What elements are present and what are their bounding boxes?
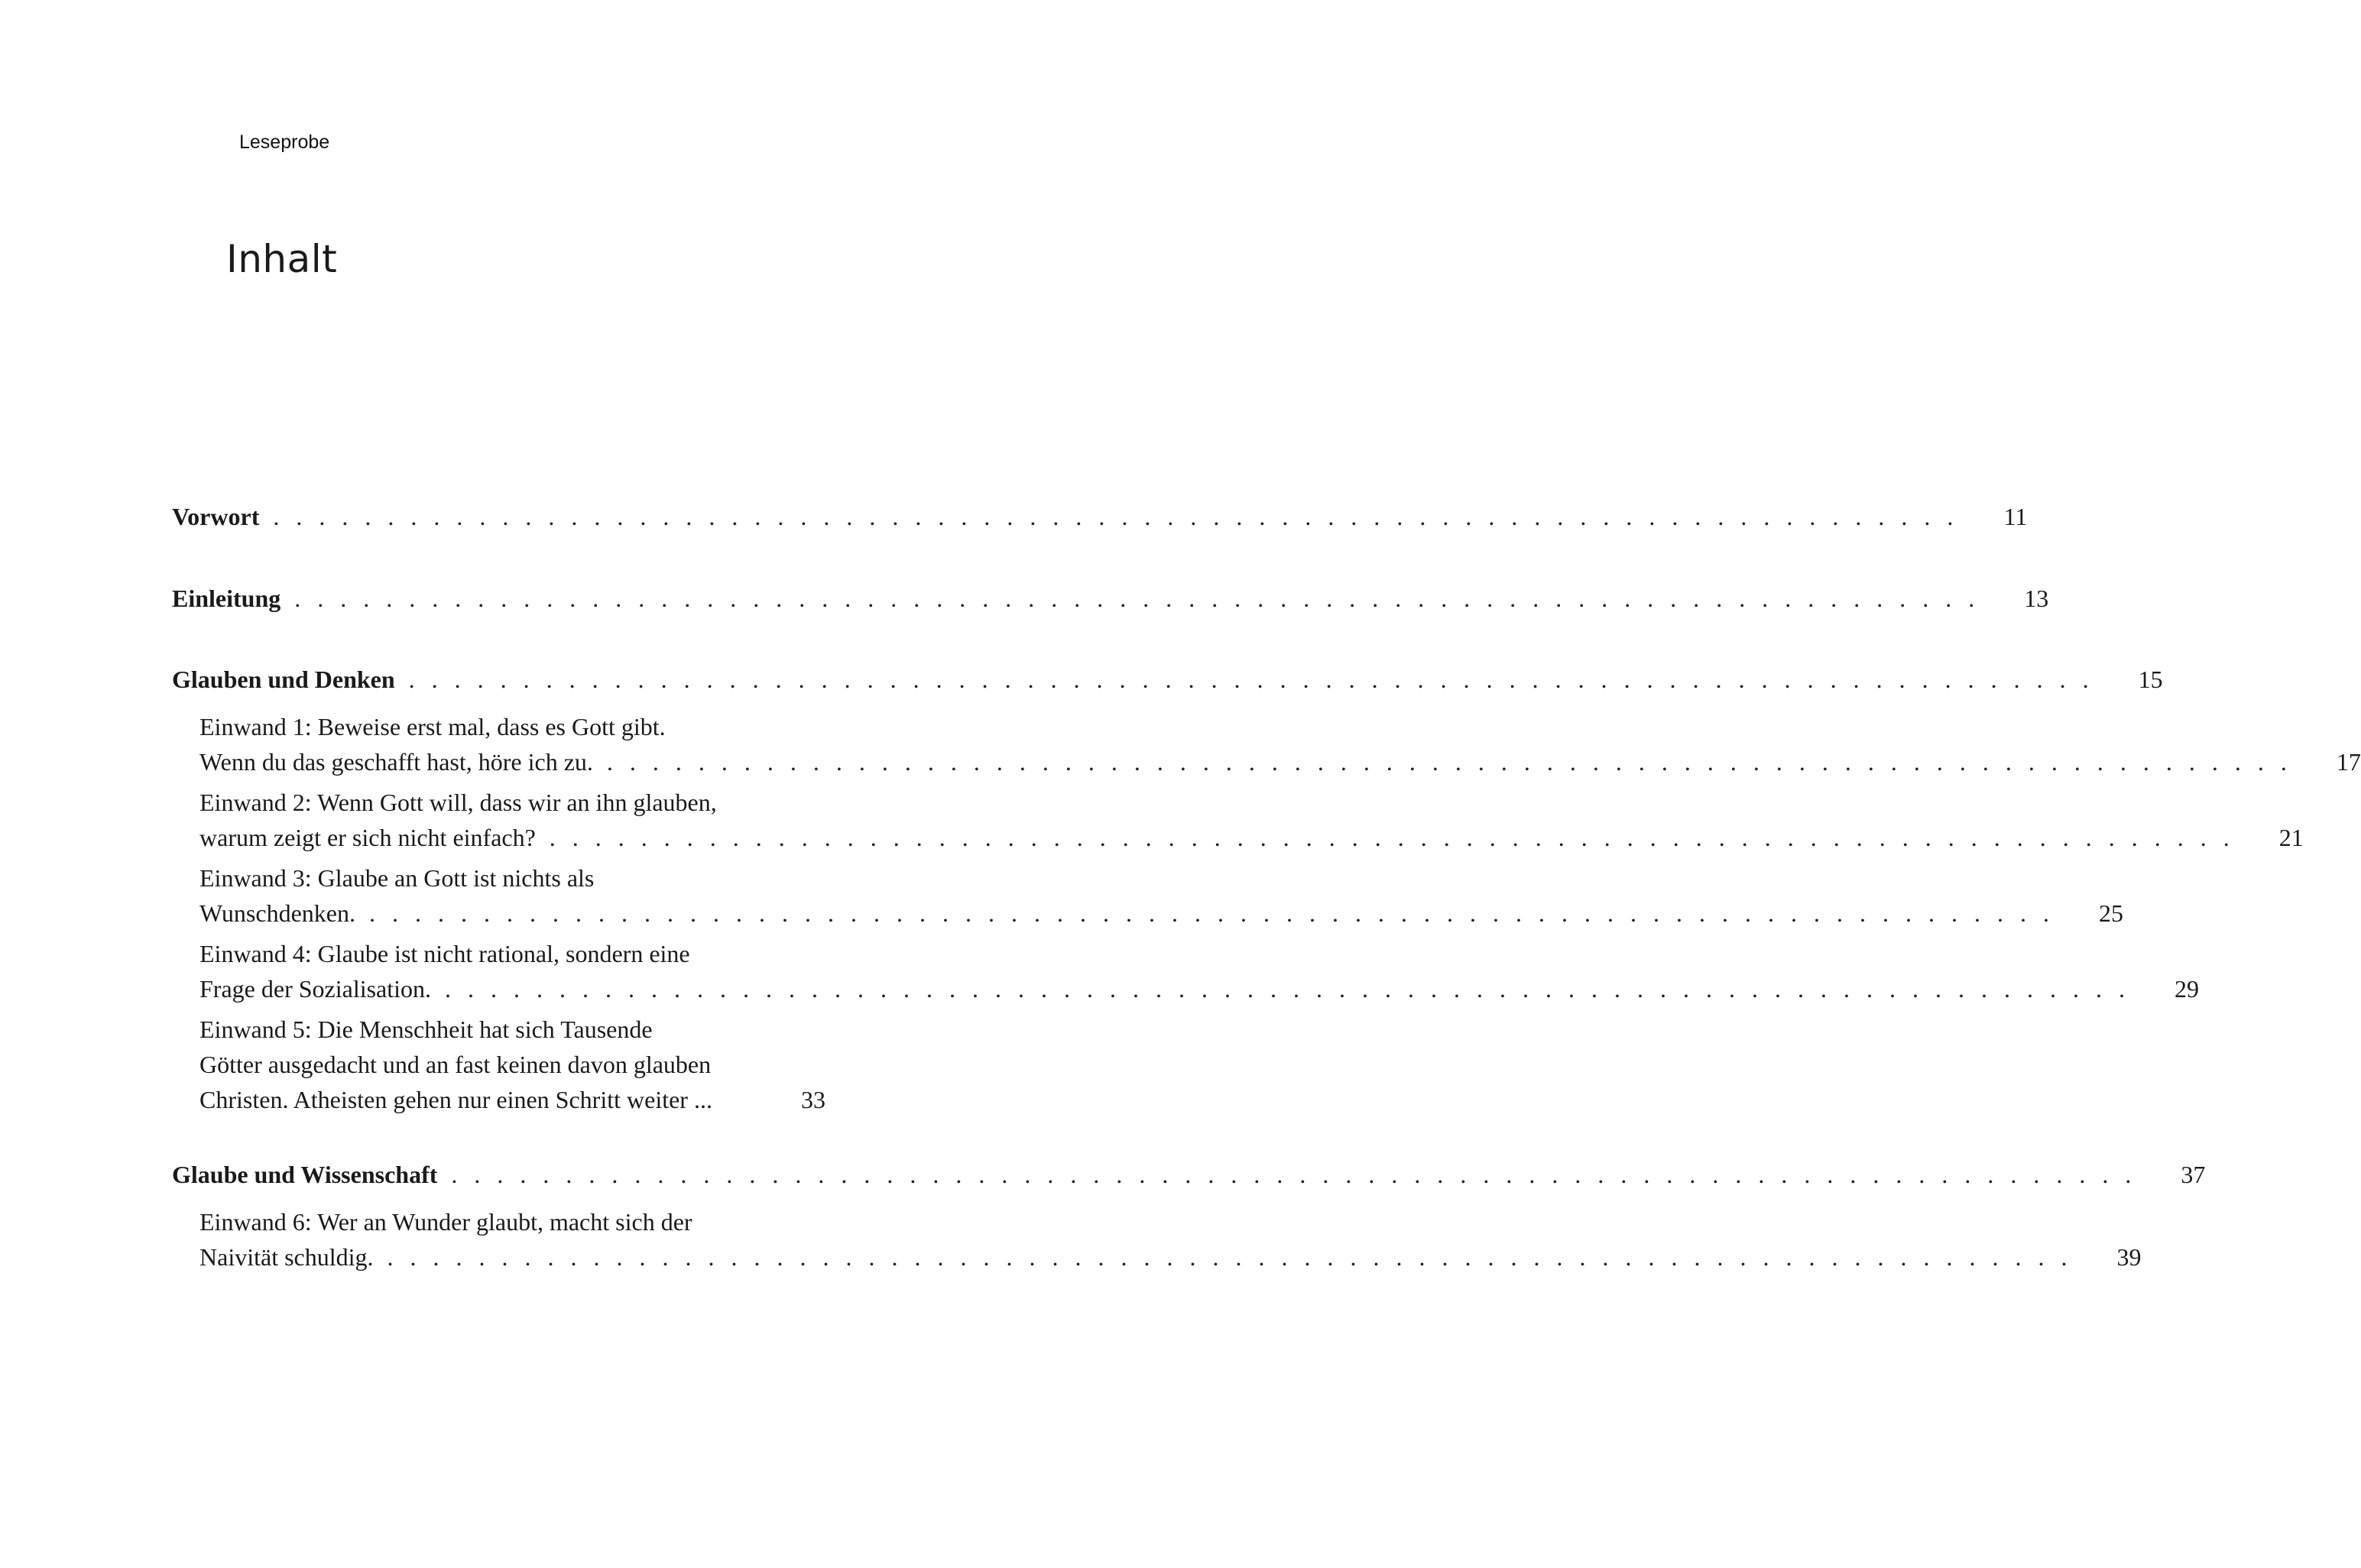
- dot-leader: . . . . . . . . . . . . . . . . . . . . . . . . . . . . . . . . . . . . . . . . . . . . . . . . . . . . . . . . . . . . . . . . . . . . . . . . . .: [451, 1161, 2137, 1188]
- toc-page-number: 37: [2181, 1161, 2206, 1188]
- toc-entry-title: Götter ausgedacht und an fast keinen davon glauben: [199, 1051, 712, 1078]
- toc-entry-title: Einwand 4: Glaube ist nicht rational, sondern eine: [199, 940, 690, 967]
- toc-entry-title: Einleitung: [172, 585, 281, 612]
- toc-entry-einwand-4[interactable]: [199, 936, 2200, 1006]
- toc-page-number: 29: [2175, 975, 2200, 1003]
- toc-entry-glauben-und-denken[interactable]: [172, 662, 2163, 697]
- dot-leader: . . . . . . . . . . . . . . . . . . . . . . . . . . . . . . . . . . . . . . . . . . . . . . . . . . . . . . . . . . . . . . . . . . . . . . . . . .: [294, 585, 1980, 612]
- toc-entry-title: Glauben und Denken: [172, 666, 395, 693]
- toc-entry-title: Einwand 2: Wenn Gott will, dass wir an ihn glauben,: [199, 789, 717, 816]
- toc-entry-einwand-6[interactable]: [199, 1204, 2142, 1275]
- toc-page-number: 33: [801, 1086, 825, 1113]
- toc-entry-einwand-2[interactable]: [199, 785, 2304, 855]
- toc-page-number: 11: [2003, 503, 2028, 530]
- toc-entry-title: Einwand 5: Die Menschheit hat sich Tausende: [199, 1016, 653, 1043]
- page-title: Inhalt: [226, 237, 338, 281]
- dot-leader: . . . . . . . . . . . . . . . . . . . . . . . . . . . . . . . . . . . . . . . . . . . . . . . . . . . . . . . . . . . . . . . . . . . . . . . . . .: [387, 1243, 2073, 1271]
- dot-leader: . . . . . . . . . . . . . . . . . . . . . . . . . . . . . . . . . . . . . . . . . . . . . . . . . . . . . . . . . . . . . . . . . . . . . . . . . .: [445, 975, 2131, 1003]
- toc-page-number: 25: [2098, 899, 2123, 927]
- toc-entry-title: Einwand 3: Glaube an Gott ist nichts als: [199, 864, 595, 892]
- toc-entry-einleitung[interactable]: [172, 581, 2049, 616]
- toc-entry-title: Naivität schuldig.: [199, 1243, 374, 1271]
- toc-entry-vorwort[interactable]: [172, 499, 2028, 534]
- toc-entry-title: Wunschdenken.: [199, 899, 355, 927]
- toc-entry-title: warum zeigt er sich nicht einfach?: [199, 824, 536, 851]
- toc-entry-title: Wenn du das geschafft hast, höre ich zu.: [199, 748, 593, 776]
- toc-page-number: 39: [2116, 1243, 2142, 1271]
- dot-leader: . . . . . . . . . . . . . . . . . . . . . . . . . . . . . . . . . . . . . . . . . . . . . . . . . . . . . . . . . . . . . . . . . . . . . . . . . .: [368, 899, 2055, 927]
- toc-entry-title: Christen. Atheisten gehen nur einen Schritt weiter ...: [199, 1086, 712, 1113]
- toc-entry-title: Glaube und Wissenschaft: [172, 1161, 438, 1188]
- dot-leader: . . . . . . . . . . . . . . . . . . . . . . . . . . . . . . . . . . . . . . . . . . . . . . . . . . . . . . . . . . . . . . . . . . . . . . . . . .: [273, 503, 1959, 530]
- toc-page-number: 17: [2336, 748, 2361, 776]
- dot-leader: . . . . . . . . . . . . . . . . . . . . . . . . . . . . . . . . . . . . . . . . . . . . . . . . . . . . . . . . . . . . . . . . . . . . . . . . . .: [549, 824, 2235, 851]
- toc-entry-title: Einwand 6: Wer an Wunder glaubt, macht sich der: [199, 1208, 692, 1236]
- toc-entry-title: Vorwort: [172, 503, 260, 530]
- toc-page-number: 15: [2138, 666, 2163, 693]
- toc-entry-einwand-5[interactable]: [199, 1012, 825, 1117]
- toc-entry-einwand-1[interactable]: [199, 709, 2361, 779]
- dot-leader: . . . . . . . . . . . . . . . . . . . . . . . . . . . . . . . . . . . . . . . . . . . . . . . . . . . . . . . . . . . . . . . . . . . . . . . . . .: [408, 666, 2094, 693]
- leseprobe-label: Leseprobe: [239, 131, 330, 153]
- dot-leader: . . . . . . . . . . . . . . . . . . . . . . . . . . . . . . . . . . . . . . . . . . . . . . . . . . . . . . . . . . . . . . . . . . . . . . . . . .: [606, 748, 2292, 776]
- toc-entry-title: Frage der Sozialisation.: [199, 975, 432, 1003]
- toc-entry-title: Einwand 1: Beweise erst mal, dass es Gott gibt.: [199, 713, 666, 740]
- toc-page-number: 13: [2024, 585, 2049, 612]
- toc-entry-einwand-3[interactable]: [199, 860, 2123, 931]
- toc-page-number: 21: [2278, 824, 2304, 851]
- toc-entry-glaube-und-wissenschaft[interactable]: [172, 1157, 2206, 1192]
